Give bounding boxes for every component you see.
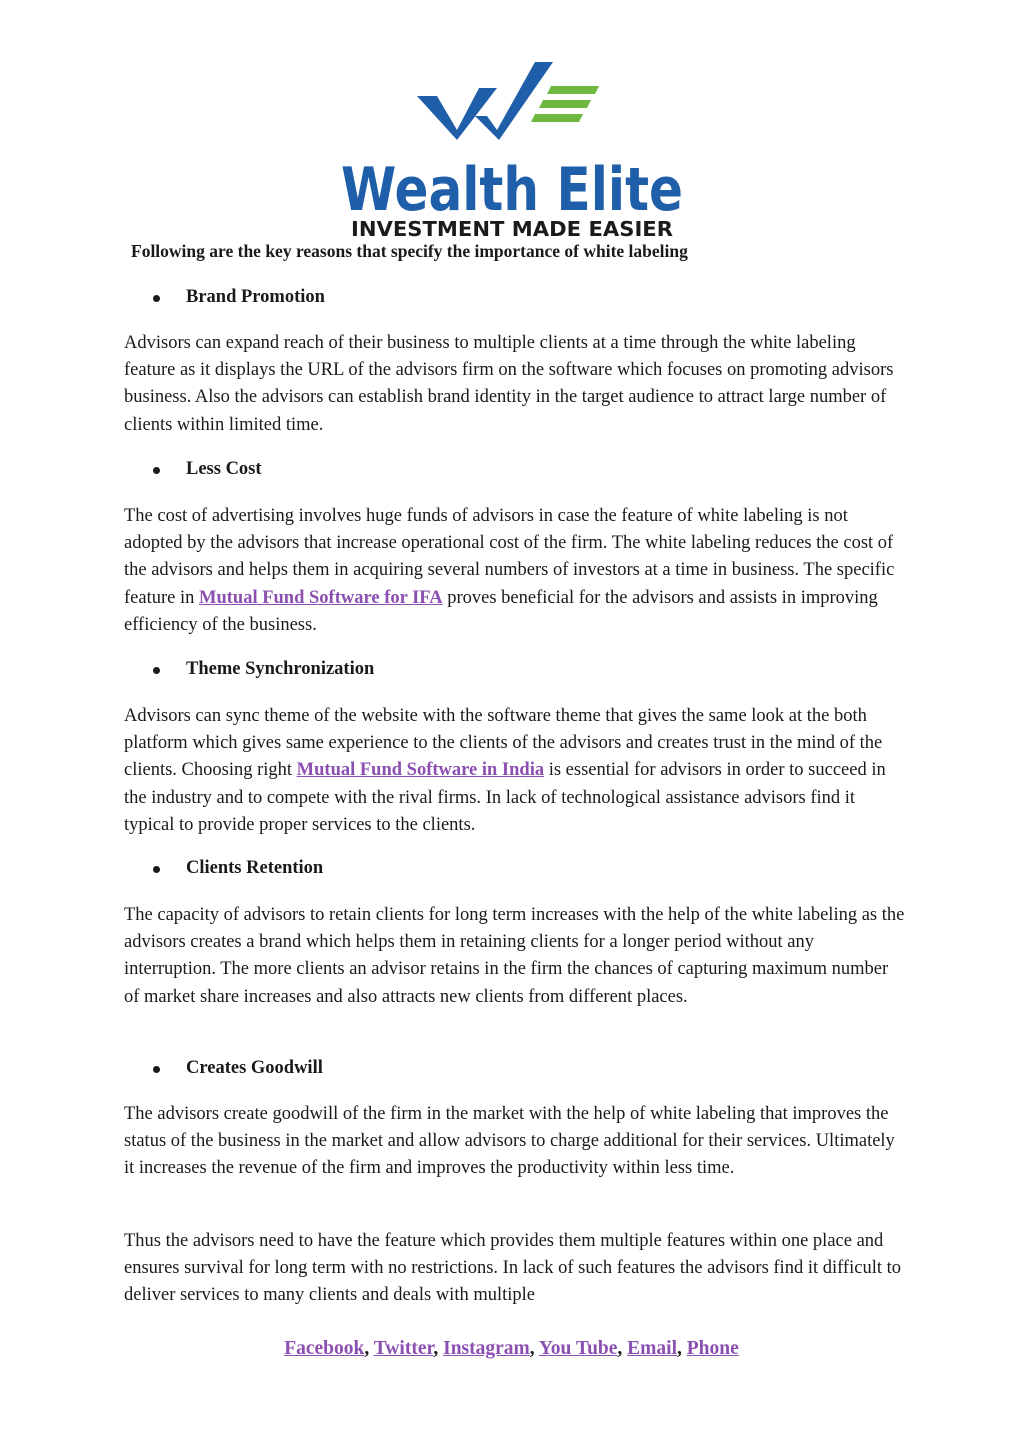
section-title-brand-promotion: Brand Promotion — [186, 287, 325, 307]
section-title-theme-synchronization: Theme Synchronization — [186, 659, 375, 679]
logo-mark-green-2 — [539, 100, 591, 108]
section-title-clients-retention: Clients Retention — [186, 858, 324, 878]
section-title-less-cost: Less Cost — [186, 459, 262, 479]
footer-links — [0, 1338, 1023, 1360]
section-body-creates-goodwill: The advisors create goodwill of the firm in the market with the help of white labeling that improves the status of the business in the market and allow advisors to charge additional for their services. Ultimately it increases the revenue of the firm and improves the productivity within less time. — [124, 1104, 895, 1179]
footer-link-email[interactable]: Email — [627, 1338, 678, 1359]
intro-heading: Following are the key reasons that specify the importance of white labeling — [131, 241, 688, 261]
footer-link-facebook[interactable]: Facebook — [284, 1338, 365, 1359]
logo-mark-green-3 — [531, 114, 583, 122]
section-title-creates-goodwill: Creates Goodwill — [186, 1058, 323, 1078]
closing-paragraph: Thus the advisors need to have the feature which provides them multiple features within one place and ensures survival for long term with no restrictions. In lack of such features the advisors find it difficult to deliver services to many clients and deals with multiple — [124, 1231, 901, 1306]
footer-separator: , — [364, 1338, 374, 1359]
footer-separator: , — [433, 1338, 444, 1359]
bullet-dot — [153, 467, 160, 474]
link-mutual-fund-software-india[interactable]: Mutual Fund Software in India — [296, 760, 545, 781]
logo-mark-blue — [417, 88, 497, 140]
bullet-dot — [153, 667, 160, 674]
footer-link-instagram[interactable]: Instagram — [443, 1338, 530, 1359]
link-mutual-fund-software-ifa[interactable]: Mutual Fund Software for IFA — [199, 587, 443, 608]
section-body-less-cost: The cost of advertising involves huge funds of advisors in case the feature of white labeling is not adopted by the advisors that increase operational cost of the firm. The white labeling reduces the cost of the advisors and helps them in acquiring several numbers of investors at a time in business. The specific feature in Mutual Fund Software for IFA proves beneficial for the advisors and assists in improving efficiency of the business. — [124, 506, 895, 635]
bullet-dot — [153, 1066, 160, 1073]
section-body-theme-synchronization: Advisors can sync theme of the website with the software theme that gives the same look at the both platform which gives same experience to the clients of the advisors and creates trust in the mind of the clients. Choosing right Mutual Fund Software in India is essential for advisors in order to succeed in the industry and to compete with the rival firms. In lack of technological assistance advisors find it typical to provide proper services to the clients. — [124, 706, 886, 835]
section-body-clients-retention: The capacity of advisors to retain clients for long term increases with the help of the white labeling as the advisors creates a brand which helps them in retaining clients for a longer period without any interruption. The more clients an advisor retains in the firm the chances of capturing maximum number of market share increases and also attracts new clients from different places. — [124, 905, 905, 1007]
logo-wordmark: Wealth Elite — [341, 155, 683, 225]
footer-separator: , — [677, 1338, 687, 1359]
section-body-brand-promotion: Advisors can expand reach of their business to multiple clients at a time through the white labeling feature as it displays the URL of the advisors firm on the software which focuses on promoting advisors business. Also the advisors can establish brand identity in the target audience to attract large number of clients within limited time. — [124, 333, 894, 435]
footer-link-youtube[interactable]: You Tube — [538, 1338, 618, 1359]
logo-mark-green-1 — [547, 86, 599, 94]
bullet-dot — [153, 866, 160, 873]
wealth-elite-logo — [337, 58, 687, 240]
footer-separator: , — [617, 1338, 628, 1359]
footer-separator: , — [529, 1338, 539, 1359]
footer-link-phone[interactable]: Phone — [686, 1338, 739, 1359]
logo-tagline: INVESTMENT MADE EASIER — [351, 217, 673, 240]
footer-link-twitter[interactable]: Twitter — [373, 1338, 434, 1359]
bullet-dot — [153, 295, 160, 302]
